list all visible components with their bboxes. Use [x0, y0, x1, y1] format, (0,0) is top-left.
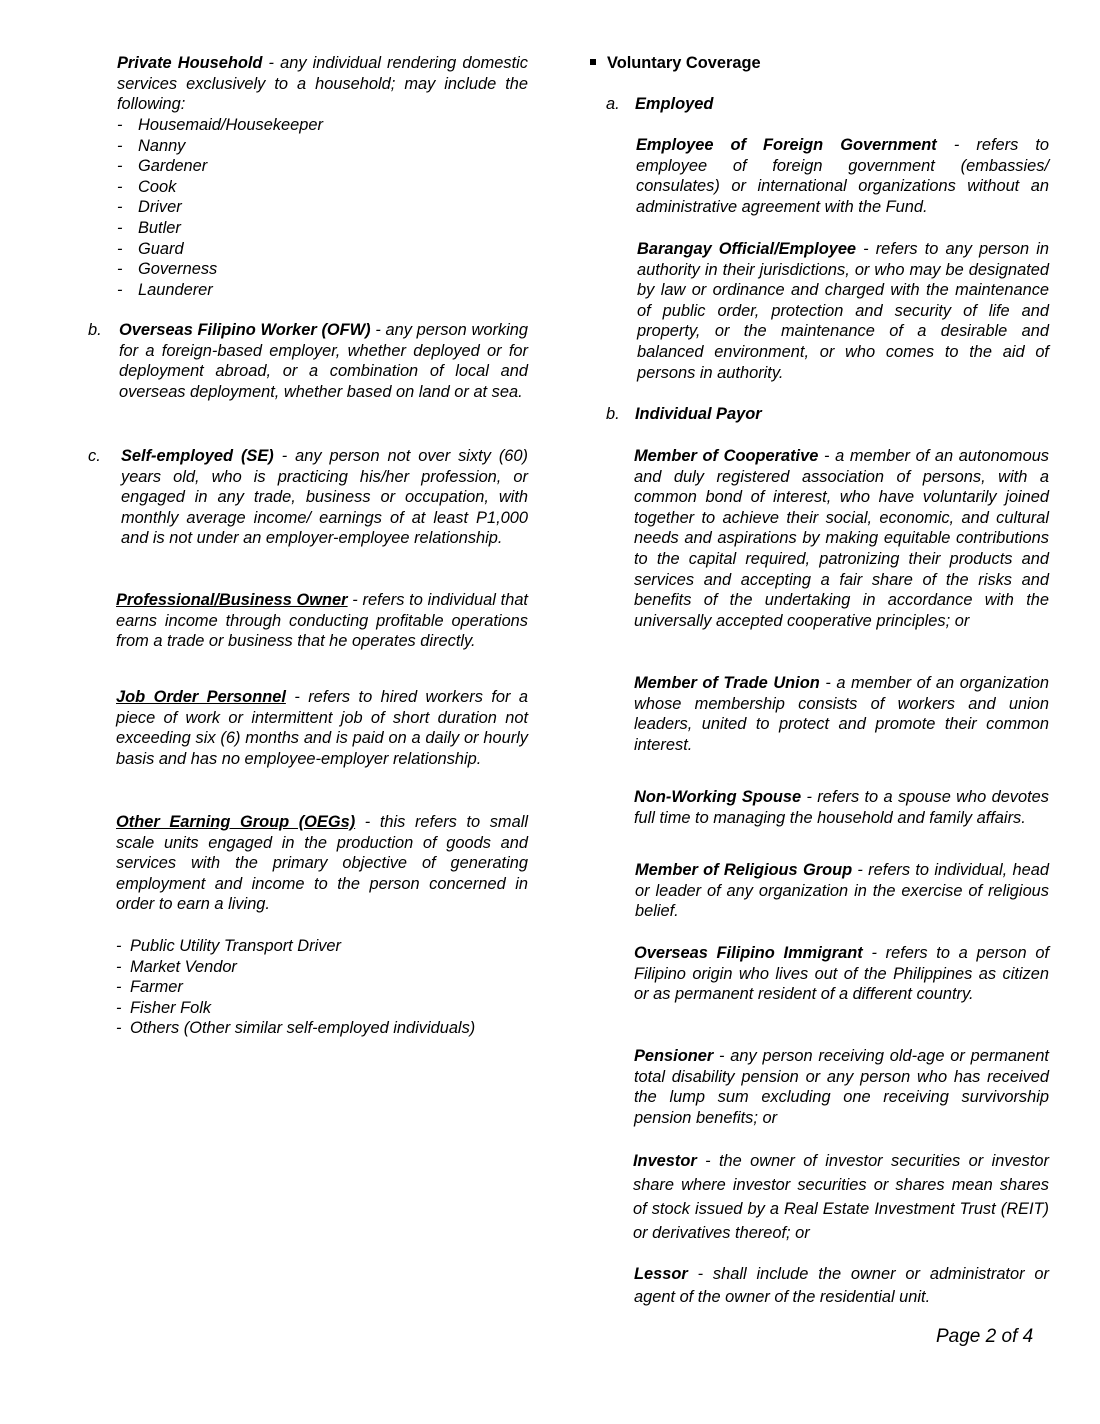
- private-household-definition: [117, 53, 528, 115]
- foreign-gov-definition: [636, 135, 1049, 217]
- self-employed-desc: - any person not over sixty (60) years old, who is practicing his/her profession, or engaged in any trade, business or occupation, with monthly average income/ earnings of at least P1,000 and is not under an employer-employee relationship.: [121, 447, 528, 548]
- cooperative-definition: [634, 446, 1049, 631]
- non-working-spouse-term: Non-Working Spouse: [634, 788, 802, 806]
- list-item: - Launderer: [117, 280, 213, 299]
- list-item: - Governess: [117, 260, 218, 279]
- individual-payor-label: b.: [606, 405, 620, 423]
- list-item: - Cook: [117, 177, 177, 196]
- self-employed-term: Self-employed (SE): [121, 447, 274, 465]
- employed-label: a.: [606, 95, 620, 113]
- lessor-term: Lessor: [634, 1265, 688, 1283]
- list-item: - Farmer: [116, 978, 183, 997]
- non-working-spouse-desc: - refers to a spouse who devotes full time to managing the household and family affairs.: [634, 788, 1049, 827]
- list-item: - Butler: [117, 218, 181, 237]
- non-working-spouse-definition: [634, 787, 1049, 828]
- voluntary-coverage-label: Voluntary Coverage: [607, 54, 761, 72]
- investor-desc: - the owner of investor securities or investor share where investor securities or shares mean shares of stock issued by a Real Estate Investment Trust (REIT) or derivatives thereof; or: [633, 1152, 1049, 1242]
- pensioner-definition: [634, 1046, 1049, 1128]
- ofw-desc: - any person working for a foreign-based employer, whether deployed or for deployment abroad, or a combination of local and overseas deployment, whether based on land or at sea.: [119, 321, 528, 401]
- individual-payor-title: Individual Payor: [635, 405, 762, 423]
- barangay-definition: [637, 239, 1049, 383]
- list-item: - Public Utility Transport Driver: [116, 937, 341, 955]
- self-employed-label: c.: [88, 447, 101, 465]
- job-order-term: Job Order Personnel: [116, 688, 286, 706]
- private-household-desc: - any individual rendering domestic services exclusively to a household; may include the following:: [117, 54, 528, 114]
- lessor-definition: [634, 1263, 1049, 1309]
- pensioner-desc: - any person receiving old-age or permanent total disability pension or any person who has received the lump sum excluding one receiving survivorship pension benefits; or: [634, 1047, 1049, 1127]
- list-item: - Guard: [117, 239, 184, 258]
- foreign-gov-term: Employee of Foreign Government: [636, 136, 937, 154]
- oeg-term: Other Earning Group (OEGs): [116, 813, 356, 831]
- list-item: - Others (Other similar self-employed individuals): [116, 1019, 476, 1038]
- immigrant-definition: [634, 943, 1049, 1005]
- ofw-term: Overseas Filipino Worker (OFW): [119, 321, 371, 339]
- list-item: - Nanny: [117, 136, 186, 155]
- list-item: - Housemaid/Housekeeper: [117, 116, 323, 134]
- religious-group-definition: [635, 860, 1049, 922]
- list-item: - Fisher Folk: [116, 998, 212, 1017]
- ofw-label: b.: [88, 321, 102, 339]
- employed-title: Employed: [635, 95, 714, 113]
- oeg-definition: [116, 812, 528, 915]
- list-item: - Gardener: [117, 157, 208, 176]
- voluntary-coverage-heading: [590, 53, 890, 74]
- professional-desc: - refers to individual that earns income through conducting profitable operations from a trade or business that he operates directly.: [116, 591, 528, 651]
- barangay-term: Barangay Official/Employee: [637, 240, 857, 258]
- square-bullet-icon: [590, 59, 596, 65]
- list-item: - Driver: [117, 198, 182, 217]
- page-number: Page 2 of 4: [936, 1326, 1034, 1347]
- self-employed-definition: [121, 446, 528, 549]
- lessor-desc: - shall include the owner or administrator or agent of the owner of the residential unit.: [634, 1265, 1049, 1306]
- foreign-gov-desc: - refers to employee of foreign government (embassies/ consulates) or international organizations without an administrative agreement with the Fund.: [636, 136, 1050, 216]
- job-order-definition: [116, 687, 528, 769]
- investor-definition: [633, 1149, 1049, 1245]
- pensioner-term: Pensioner: [634, 1047, 714, 1065]
- professional-term: Professional/Business Owner: [116, 591, 348, 609]
- religious-group-term: Member of Religious Group: [635, 861, 853, 879]
- religious-group-desc: - refers to individual, head or leader of any organization in the exercise of religious belief.: [635, 861, 1049, 921]
- private-household-term: Private Household: [117, 54, 263, 72]
- professional-definition: [116, 590, 528, 652]
- trade-union-definition: [634, 673, 1049, 755]
- immigrant-desc: - refers to a person of Filipino origin who lives out of the Philippines as citizen or as permanent resident of a different country.: [634, 944, 1049, 1004]
- trade-union-desc: - a member of an organization whose membership consists of workers and union leaders, united to protect and promote their common interest.: [634, 674, 1049, 754]
- investor-term: Investor: [633, 1152, 697, 1170]
- cooperative-term: Member of Cooperative: [634, 447, 819, 465]
- trade-union-term: Member of Trade Union: [634, 674, 820, 692]
- barangay-desc: - refers to any person in authority in their jurisdictions, or who may be designated by law or ordinance and charged with the maintenance of public order, protection and security of life and property, or the maintenance of a desirable and balanced environment, or who comes to the aid of persons in authority.: [637, 240, 1049, 382]
- household-workers-list: [117, 115, 477, 300]
- immigrant-term: Overseas Filipino Immigrant: [634, 944, 863, 962]
- oeg-desc: - this refers to small scale units engaged in the production of goods and services with the primary objective of generating employment and income to the person concerned in order to earn a living.: [116, 813, 528, 914]
- job-order-desc: - refers to hired workers for a piece of work or intermittent job of short duration not exceeding six (6) months and is paid on a daily or hourly basis and has no employee-employer relationship.: [116, 688, 528, 768]
- oeg-examples-list: [116, 936, 536, 1039]
- list-item: - Market Vendor: [116, 957, 237, 976]
- cooperative-desc: - a member of an autonomous and duly registered association of persons, with a common bond of interest, who have voluntarily joined together to achieve their social, economic, and cultural needs and aspirations by making equitable contributions to the capital required, patronizing their products and services and accepting a fair share of the risks and benefits of the undertaking in accordance with the universally accepted cooperative principles; or: [634, 447, 1050, 630]
- ofw-definition: [119, 320, 528, 402]
